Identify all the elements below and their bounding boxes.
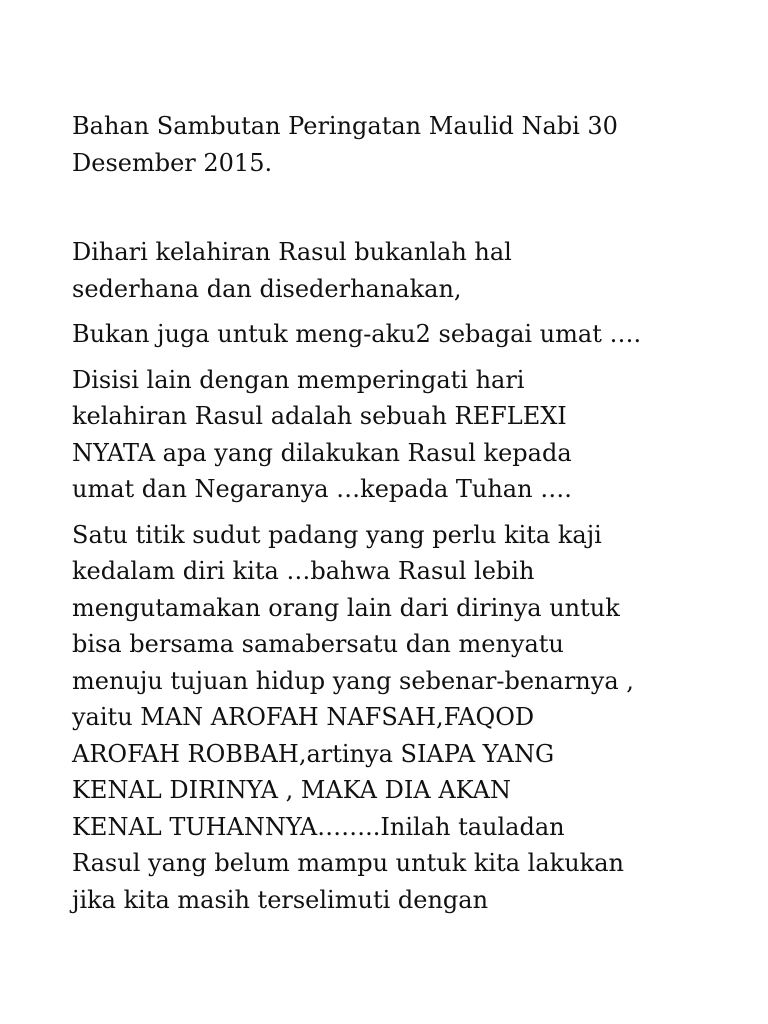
paragraph-1: Dihari kelahiran Rasul bukanlah hal sederhana dan disederhanakan, — [72, 238, 512, 303]
paragraph-4: Satu titik sudut padang yang perlu kita kaji kedalam diri kita …bahwa Rasul lebih mengutamakan orang lain dari dirinya untuk bisa bersama samabersatu dan menyatu menuju tujuan hidup yang sebenar-benarnya , yaitu MAN AROFAH NAFSAH,FAQOD AROFAH ROBBAH,artinya SIAPA YANG KENAL DIRINYA , MAKA DIA AKAN KENAL TUHANNYA……..Inilah tauladan Rasul yang belum mampu untuk kita lakukan jika kita masih terselimuti dengan — [72, 520, 634, 914]
document-body — [72, 234, 732, 927]
paragraph-2: Bukan juga untuk meng-aku2 sebagai umat …. — [72, 320, 642, 348]
paragraph-3: Disisi lain dengan memperingati hari kelahiran Rasul adalah sebuah REFLEXI NYATA apa yang dilakukan Rasul kepada umat dan Negaranya …kepada Tuhan …. — [72, 365, 572, 503]
document-title: Bahan Sambutan Peringatan Maulid Nabi 30 Desember 2015. — [72, 112, 618, 177]
